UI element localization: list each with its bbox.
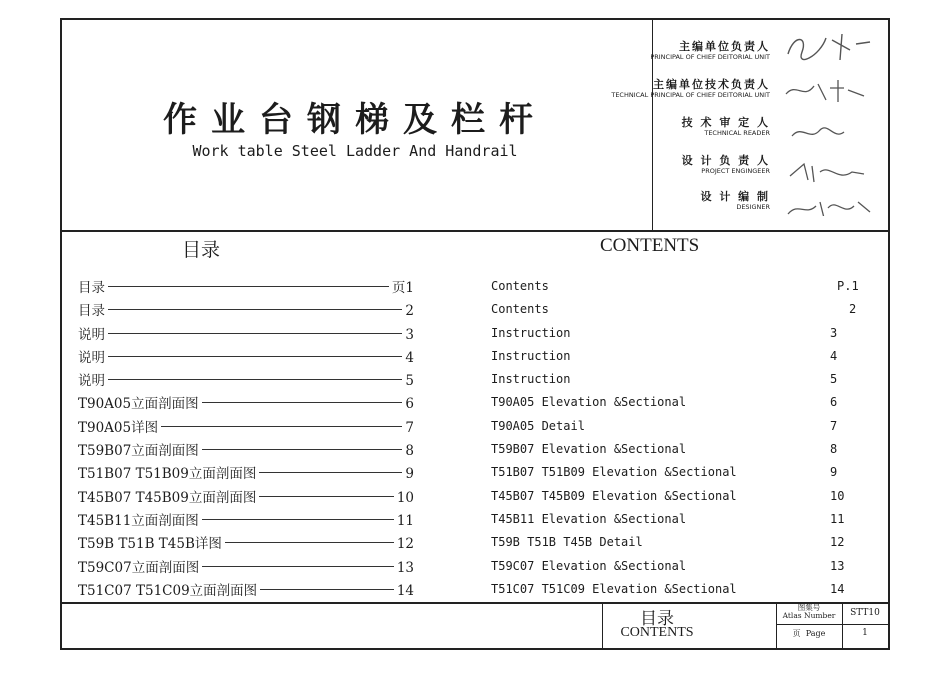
footer-divider — [62, 602, 888, 604]
signature-scrawl — [788, 34, 870, 60]
toc-row: T90A05立面剖面图 6 — [78, 396, 414, 413]
toc-row: Contents 2 — [491, 302, 857, 317]
toc-row: T59B07 Elevation &Sectional 8 — [491, 442, 838, 457]
signature-principal: 主编单位负责人 PRINCIPAL OF CHIEF DEITORIAL UNIT — [650, 40, 770, 61]
toc-row: 目录 2 — [78, 303, 414, 320]
signature-technical-reader: 技 术 审 定 人 TECHNICAL READER — [681, 116, 770, 137]
toc-row: Contents P.1 — [491, 279, 859, 293]
titleblock-atlas-label: 图集号 Atlas Number — [782, 603, 836, 620]
titleblock-sheet-name-cn: 目录 — [640, 609, 674, 629]
toc-row: 说明 4 — [78, 349, 414, 366]
toc-row: T59B07立面剖面图 8 — [78, 443, 414, 460]
toc-row: T45B07 T45B09 Elevation &Sectional 10 — [491, 488, 845, 503]
signature-technical-principal: 主编单位技术负责人 TECHNICAL PRINCIPAL OF CHIEF DEITORIAL UNIT — [611, 78, 770, 99]
toc-row: T59B T51B T45B Detail 12 — [491, 535, 845, 550]
toc-row: T51B07 T51B09 Elevation &Sectional 9 — [491, 465, 838, 480]
toc-row: T45B07 T45B09立面剖面图 10 — [78, 489, 414, 506]
toc-row: T51C07 T51C09立面剖面图 14 — [78, 582, 414, 599]
toc-row: T90A05详图 7 — [78, 419, 414, 436]
toc-row: 说明 5 — [78, 373, 414, 390]
toc-row: T59B T51B T45B详图 12 — [78, 536, 414, 553]
titleblock-atlas-number: STT10 — [850, 608, 880, 618]
titleblock-sheet-name-en: CONTENTS — [620, 625, 694, 640]
toc-heading-chinese: 目录 — [182, 239, 221, 261]
toc-row: 说明 3 — [78, 326, 414, 343]
toc-row: T45B11 Elevation &Sectional 11 — [491, 511, 845, 526]
signature-project-engineer: 设 计 负 责 人 PROJECT ENGINGEER — [681, 154, 770, 175]
toc-row: Instruction 3 — [491, 325, 838, 340]
toc-row: Instruction 4 — [491, 348, 838, 363]
toc-english-list — [491, 276, 861, 602]
titleblock-page-label: 页 Page — [792, 629, 826, 638]
toc-row: T45B11立面剖面图 11 — [78, 512, 414, 529]
toc-chinese-list — [78, 276, 414, 602]
title-chinese: 作业台钢梯及栏杆 — [163, 100, 547, 140]
signature-scrawl — [788, 202, 870, 216]
toc-row: T90A05 Elevation &Sectional 6 — [491, 395, 838, 410]
toc-row: T51B07 T51B09立面剖面图 9 — [78, 466, 414, 483]
toc-heading-english: CONTENTS — [600, 235, 700, 256]
titleblock-page-number: 1 — [862, 628, 868, 638]
signature-designer: 设 计 编 制 DESIGNER — [700, 190, 770, 211]
titleblock-row-divider — [776, 624, 888, 625]
title-english: Work table Steel Ladder And Handrail — [192, 142, 518, 160]
signature-scrawl — [790, 164, 864, 182]
toc-row: T59C07 Elevation &Sectional 13 — [491, 558, 845, 573]
toc-row: T90A05 Detail 7 — [491, 418, 838, 433]
toc-row: Instruction 5 — [491, 372, 838, 387]
toc-row: 目录 页1 — [78, 280, 414, 296]
signature-scrawl — [792, 128, 844, 136]
toc-row: T59C07立面剖面图 13 — [78, 559, 414, 576]
handwritten-signatures — [780, 26, 880, 216]
toc-row: T51C07 T51C09 Elevation &Sectional 14 — [491, 581, 845, 596]
signature-scrawl — [786, 80, 864, 102]
header-divider — [62, 230, 888, 232]
